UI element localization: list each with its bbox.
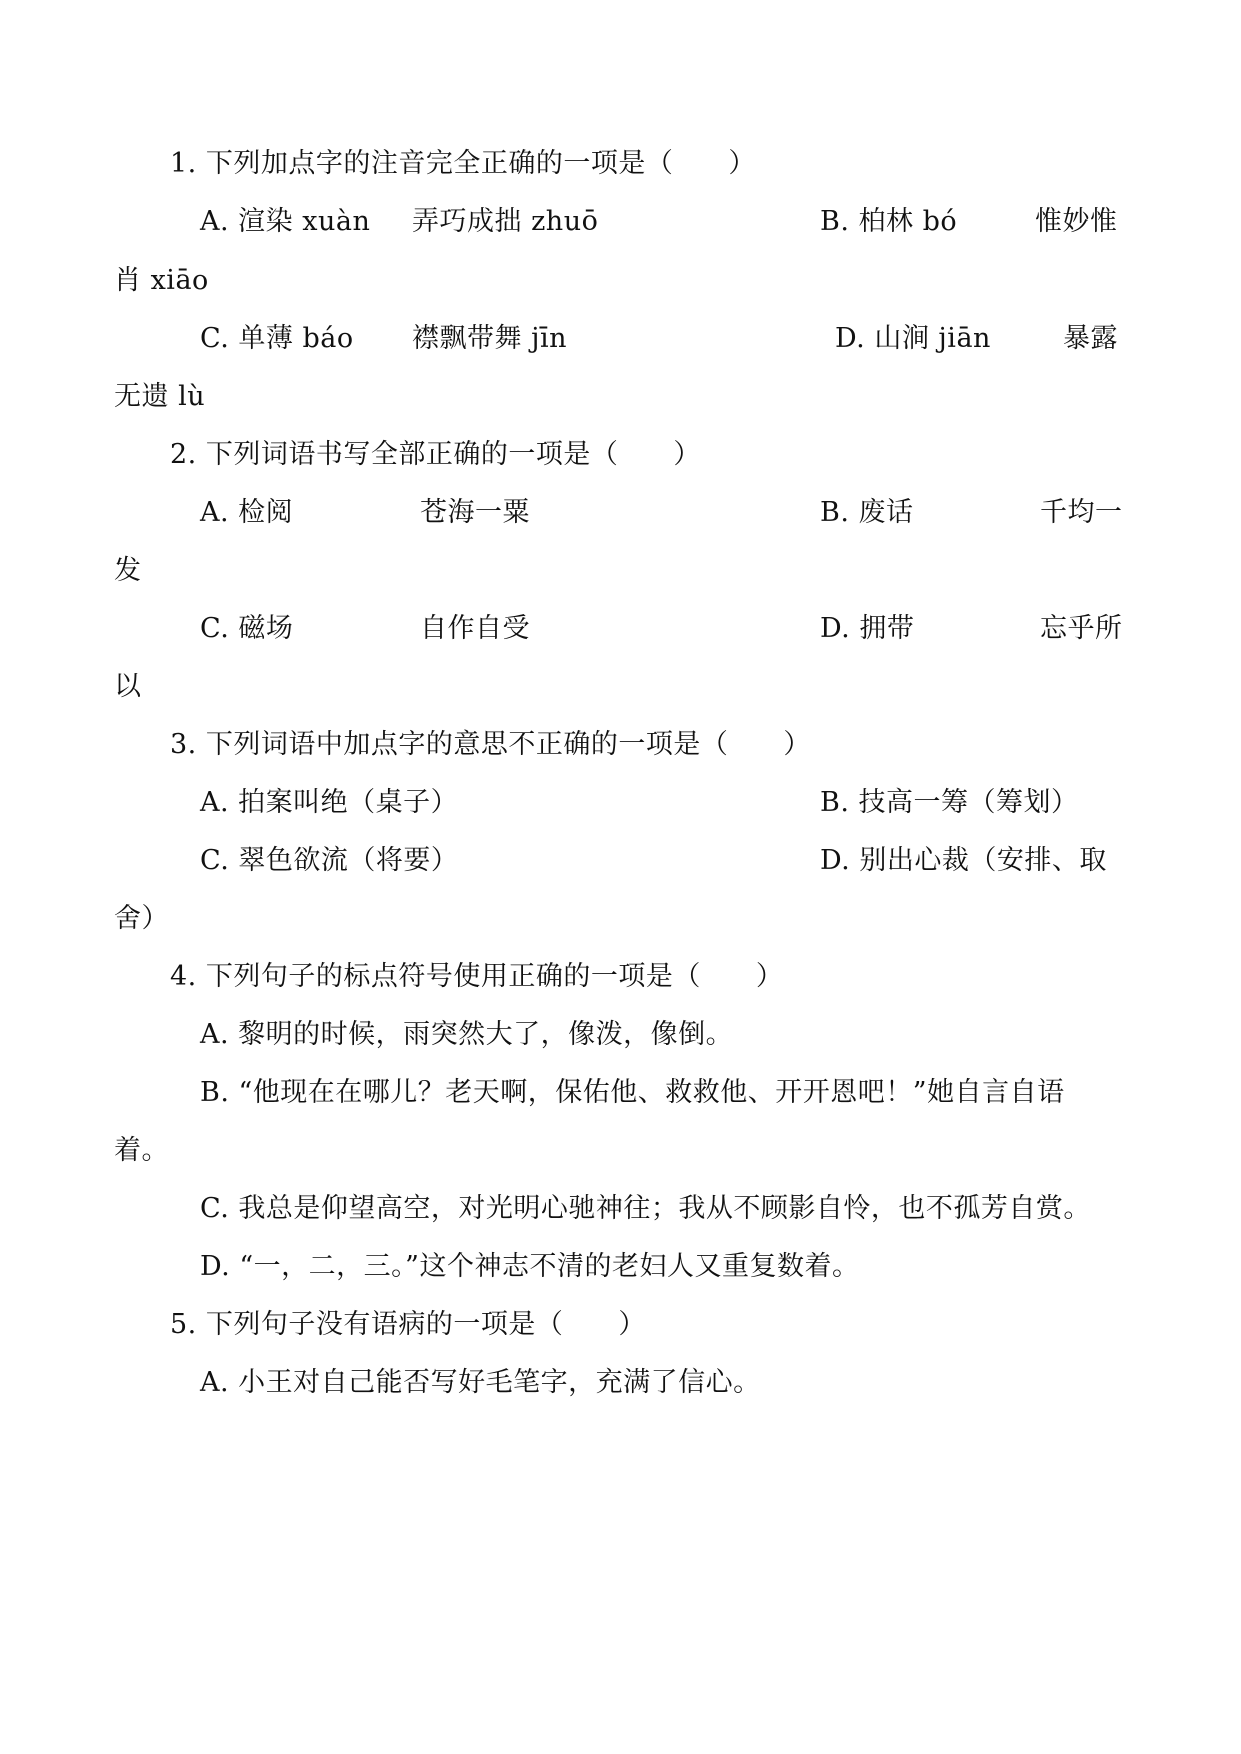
question-3-option-d-continued: 舍）: [114, 903, 169, 934]
question-2-option-b: B. 废话: [820, 497, 914, 528]
question-2-option-c-2: 自作自受: [420, 613, 530, 644]
question-1-option-b-2: 惟妙惟: [1035, 206, 1118, 237]
question-1-option-a: A. 渲染 xuàn: [200, 206, 371, 237]
question-4-option-a: A. 黎明的时候，雨突然大了，像泼，像倒。: [200, 1019, 734, 1050]
question-4-stem: 4. 下列句子的标点符号使用正确的一项是（ ）: [170, 961, 784, 992]
question-1-stem: 1. 下列加点字的注音完全正确的一项是（ ）: [170, 148, 756, 179]
question-3-option-d: D. 别出心裁（安排、取: [820, 845, 1107, 876]
question-1-option-d-2: 暴露: [1063, 323, 1118, 354]
question-2-option-b-2: 千均一: [1040, 497, 1123, 528]
question-2-option-c: C. 磁场: [200, 613, 294, 644]
question-2-stem: 2. 下列词语书写全部正确的一项是（ ）: [170, 439, 701, 470]
question-2-option-a-2: 苍海一粟: [420, 497, 530, 528]
question-3-option-a: A. 拍案叫绝（桌子）: [200, 787, 459, 818]
question-4-option-c: C. 我总是仰望高空，对光明心驰神往；我从不顾影自怜，也不孤芳自赏。: [200, 1193, 1091, 1224]
question-1-option-c: C. 单薄 báo: [200, 323, 354, 354]
question-4-option-b: B. “他现在在哪儿？老天啊，保佑他、救救他、开开恩吧！”她自言自语: [200, 1077, 1065, 1108]
question-1-option-c-2: 襟飘带舞 jīn: [412, 323, 567, 354]
question-2-option-d-2: 忘乎所: [1040, 613, 1123, 644]
question-3-option-b: B. 技高一筹（筹划）: [820, 787, 1079, 818]
question-2-option-d-continued: 以: [114, 671, 142, 702]
question-5-stem: 5. 下列句子没有语病的一项是（ ）: [170, 1309, 646, 1340]
question-2-option-d: D. 拥带: [820, 613, 915, 644]
question-5-option-a: A. 小王对自己能否写好毛笔字，充满了信心。: [200, 1367, 761, 1398]
question-1-option-b: B. 柏林 bó: [820, 206, 958, 237]
question-2-option-b-continued: 发: [114, 555, 142, 586]
question-1-option-b-continued: 肖 xiāo: [114, 265, 209, 296]
question-4-option-b-continued: 着。: [114, 1135, 169, 1166]
question-1-option-d: D. 山涧 jiān: [835, 323, 991, 354]
question-1-option-d-continued: 无遗 lù: [114, 381, 206, 412]
question-3-stem: 3. 下列词语中加点字的意思不正确的一项是（ ）: [170, 729, 811, 760]
question-1-option-a-2: 弄巧成拙 zhuō: [412, 206, 599, 237]
question-4-option-d: D. “一，二，三。”这个神志不清的老妇人又重复数着。: [200, 1251, 860, 1282]
question-2-option-a: A. 检阅: [200, 497, 294, 528]
question-3-option-c: C. 翠色欲流（将要）: [200, 845, 459, 876]
